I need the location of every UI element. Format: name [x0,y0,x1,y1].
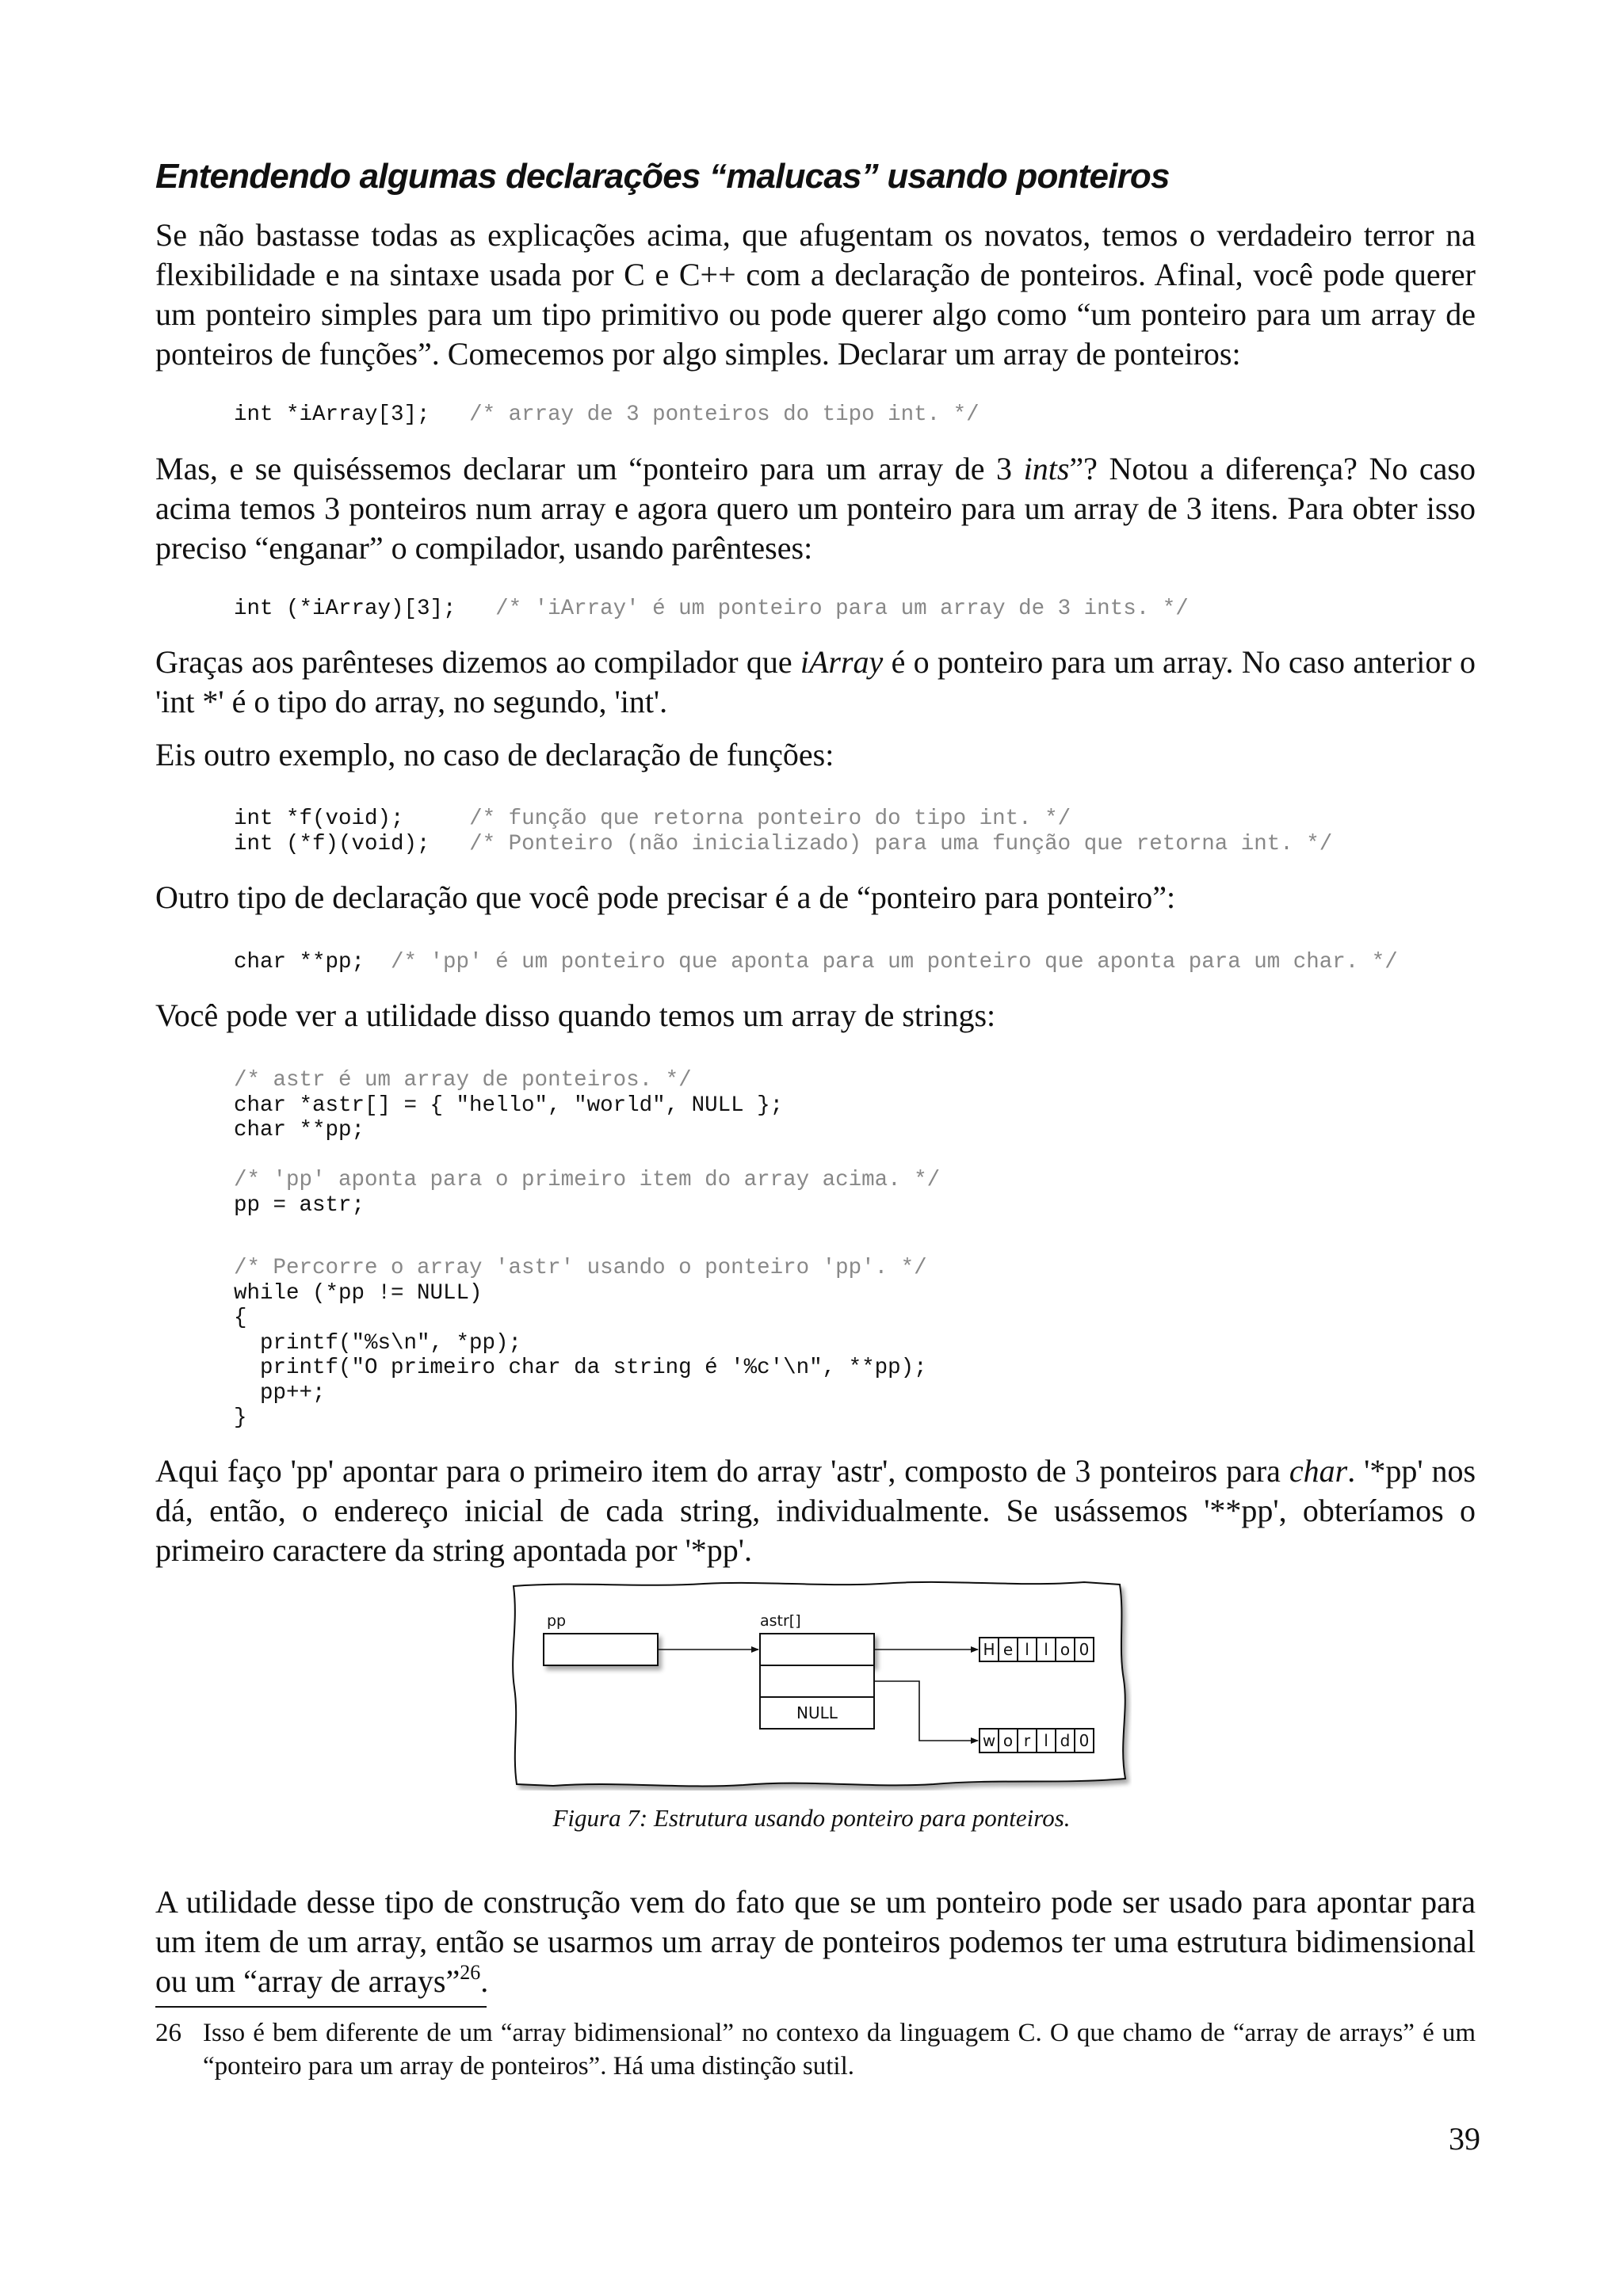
code-comment: /* 'iArray' é um ponteiro para um array de 3 ints. */ [495,597,1189,621]
code-comment: /* 'pp' aponta para o primeiro item do array acima. */ [234,1168,941,1192]
emphasis-char: char [1289,1453,1348,1489]
hello-string [980,1638,1094,1661]
paragraph-text: Graças aos parênteses dizemos ao compilador que [155,644,800,680]
code-block-loop [234,1256,927,1431]
code-line: int *f(void); [234,807,470,831]
hello-char: l [1025,1640,1029,1659]
world-char: d [1060,1731,1071,1750]
emphasis-iarray: iArray [800,644,884,680]
world-char: 0 [1079,1731,1090,1750]
paragraph-pointer-to-array [155,449,1476,568]
code-line: printf("%s\n", *pp); [234,1330,522,1356]
page-number: 39 [1449,2121,1480,2157]
code-block-char-pp [234,950,1398,975]
paragraph-pointer-to-pointer: Outro tipo de declaração que você pode precisar é a de “ponteiro para ponteiro”: [155,879,1176,915]
paragraph-text: é o ponteiro para um array. No caso anterior o 'int *' é o tipo do array, no segundo, 'int'. [155,644,1476,719]
code-line: printf("O primeiro char da string é '%c'\n", **pp); [234,1356,927,1380]
paragraph-text: . '*pp' nos dá, então, o endereço inicial de cada string, individualmente. Se usássemos '**pp', obteríamos o primeiro caractere da string apontada por '*pp'. [155,1453,1476,1568]
hello-char: l [1044,1640,1048,1659]
code-comment: /* Ponteiro (não inicializado) para uma função que retorna int. */ [469,831,1333,856]
code-comment: /* 'pp' é um ponteiro que aponta para um ponteiro que aponta para um char. */ [391,950,1398,974]
label-pp: pp [547,1612,567,1630]
pp-box [544,1634,658,1665]
paragraph-text: Aqui faço 'pp' apontar para o primeiro item do array 'astr', composto de 3 ponteiros para [155,1453,1289,1489]
code-block-function-pointers [234,807,1332,856]
code-comment: /* array de 3 ponteiros do tipo int. */ [469,402,980,427]
paragraph-text: ”? Notou a diferença? No caso acima temos 3 ponteiros num array e agora quero um ponteiro para um array de 3 itens. Para obter isso preciso “enganar” o compilador, usando parênteses: [155,451,1476,566]
paragraph-text: Mas, e se quiséssemos declarar um “ponteiro para um array de 3 [155,451,1024,486]
code-line: char **pp; [234,950,391,974]
world-char: o [1002,1731,1014,1750]
footnote-text: Isso é bem diferente de um “array bidimensional” no contexo da linguagem C. O que chamo de “array de arrays” é um “ponteiro para um array de ponteiros”. Há uma distinção sutil. [203,2019,1476,2081]
paragraph-conclusion [155,1882,1476,2001]
code-block-pointer-array [234,402,980,428]
code-comment: /* astr é um array de ponteiros. */ [234,1068,692,1093]
paragraph-functions: Eis outro exemplo, no caso de declaração de funções: [155,737,834,772]
section-heading: Entendendo algumas declarações “malucas” usando ponteiros [155,157,1170,196]
astr-cell-1 [760,1665,874,1697]
code-line: int *iArray[3]; [234,402,470,427]
code-line: pp = astr; [234,1192,365,1218]
world-char: l [1044,1731,1048,1750]
world-string [980,1729,1094,1753]
code-line: { [234,1306,247,1330]
code-line: char **pp; [234,1118,365,1142]
label-astr: astr[] [760,1612,801,1630]
paragraph-text: A utilidade desse tipo de construção vem do fato que se um ponteiro pode ser usado para apontar para um item de um array, então se usarmos um array de ponteiros podemos ter uma estrutura bidimensional ou um “array de arrays” [155,1884,1476,1999]
code-line: char *astr[] = { "hello", "world", NULL }; [234,1093,784,1118]
footnote [155,2016,1476,2083]
code-comment: /* função que retorna ponteiro do tipo int. */ [469,807,1071,831]
null-cell-text: NULL [796,1703,838,1722]
code-block-string-array [234,1068,940,1218]
world-char: r [1023,1731,1031,1750]
code-line: } [234,1405,247,1430]
footnote-reference[interactable]: 26 [460,1960,481,1984]
footnote-divider [155,2006,487,2008]
hello-char: o [1060,1640,1071,1659]
emphasis-ints: ints [1023,451,1070,486]
code-line: while (*pp != NULL) [234,1280,483,1306]
code-line: int (*iArray)[3]; [234,597,496,621]
hello-char: 0 [1079,1640,1090,1659]
paragraph-array-of-strings: Você pode ver a utilidade disso quando temos um array de strings: [155,997,996,1033]
paragraph-parentheses [155,643,1476,722]
paragraph-explanation [155,1451,1476,1570]
code-block-array-pointer [234,597,1189,622]
world-char: w [982,1731,996,1750]
hello-char: e [1002,1640,1014,1659]
code-line: int (*f)(void); [234,831,470,856]
paragraph-end: . [480,1963,489,1999]
footnote-number: 26 [155,2019,181,2047]
pointer-diagram [506,1577,1132,1791]
code-comment: /* Percorre o array 'astr' usando o ponteiro 'pp'. */ [234,1256,927,1280]
figure-caption: Figura 7: Estrutura usando ponteiro para ponteiros. [552,1804,1071,1832]
astr-cell-0 [760,1634,874,1665]
code-line: pp++; [234,1380,326,1405]
paragraph-intro: Se não bastasse todas as explicações acima, que afugentam os novatos, temos o verdadeiro terror na flexibilidade e na sintaxe usada por C e C++ com a declaração de ponteiros. Afinal, você pode querer um ponteiro simples para um tipo primitivo ou pode querer algo como “um ponteiro para um array de ponteiros de funções”. Comecemos por algo simples. Declarar um array de ponteiros: [155,217,1476,372]
hello-char: H [983,1640,995,1659]
